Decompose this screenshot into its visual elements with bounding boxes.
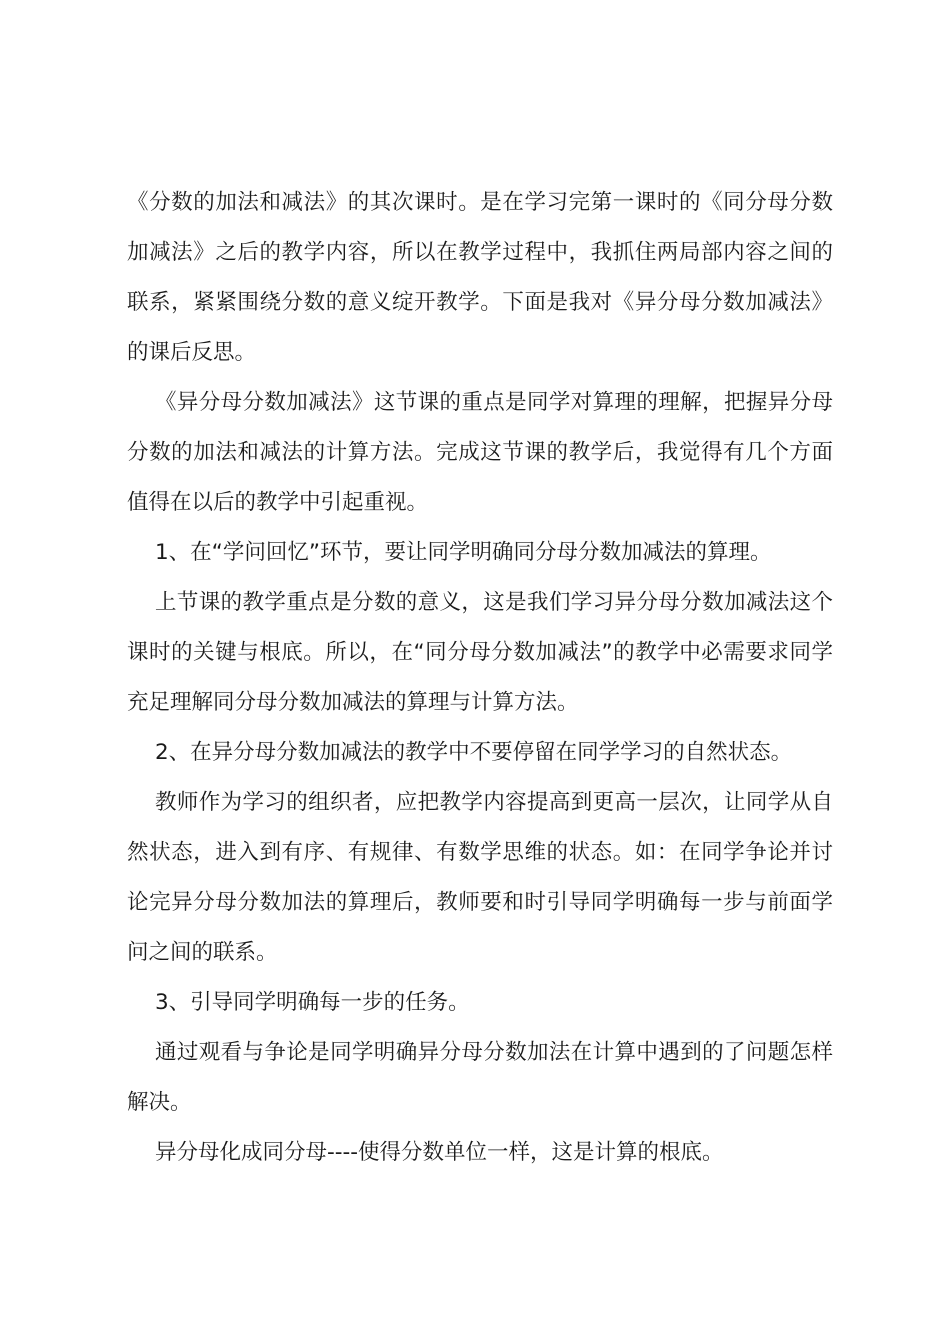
paragraph-point-2: 2、在异分母分数加减法的教学中不要停留在同学学习的自然状态。 xyxy=(155,740,793,765)
paragraph-point-3-conclusion: 异分母化成同分母----使得分数单位一样，这是计算的根底。 xyxy=(155,1140,724,1165)
paragraph-point-2-detail: 教师作为学习的组织者，应把教学内容提高到更高一层次，让同学从自然状态，进入到有序、有规律、有数学思维的状态。如：在同学争论并讨论完异分母分数加法的算理后，教师要和时引导同学明确每一步与前面学问之间的联系。 xyxy=(127,790,833,965)
paragraph-point-1-detail: 上节课的教学重点是分数的意义，这是我们学习异分母分数加减法这个课时的关键与根底。所以，在“同分母分数加减法”的教学中必需要求同学充足理解同分母分数加减法的算理与计算方法。 xyxy=(127,590,833,715)
paragraph-point-3: 3、引导同学明确每一步的任务。 xyxy=(155,990,470,1015)
paragraph-point-3-detail: 通过观看与争论是同学明确异分母分数加法在计算中遇到的了问题怎样解决。 xyxy=(127,1040,833,1115)
paragraph-point-1: 1、在“学问回忆”环节，要让同学明确同分母分数加减法的算理。 xyxy=(155,540,772,565)
paragraph-intro: 《分数的加法和减法》的其次课时。是在学习完第一课时的《同分母分数加减法》之后的教学内容，所以在教学过程中，我抓住两局部内容之间的联系，紧紧围绕分数的意义绽开教学。下面是我对《异分母分数加减法》的课后反思。 xyxy=(127,190,833,365)
paragraph-focus: 《异分母分数加减法》这节课的重点是同学对算理的理解，把握异分母分数的加法和减法的计算方法。完成这节课的教学后，我觉得有几个方面值得在以后的教学中引起重视。 xyxy=(127,390,833,515)
document-page xyxy=(127,178,833,1178)
